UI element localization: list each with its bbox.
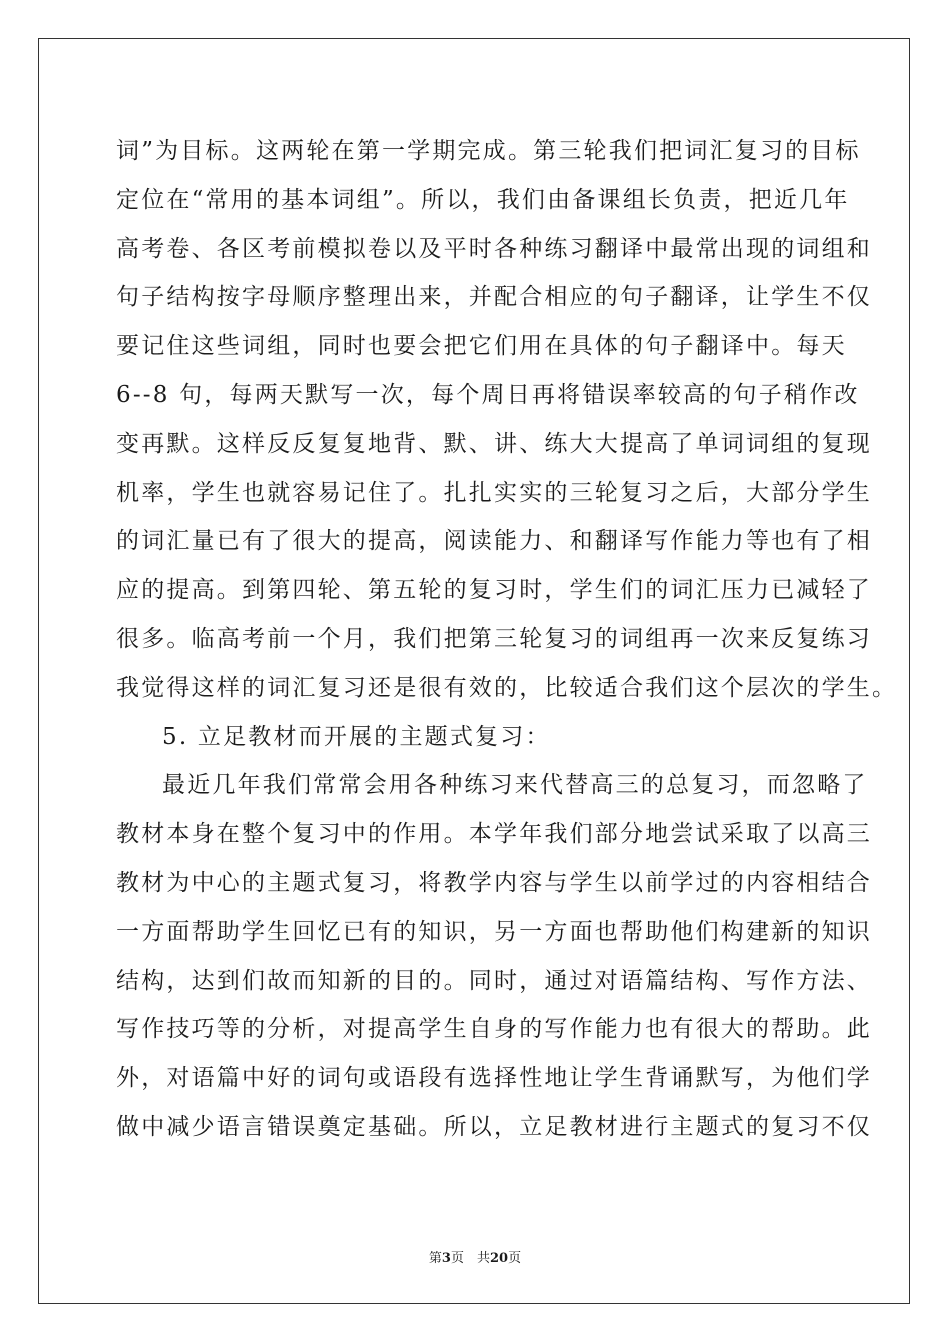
text-line: 变再默。这样反反复复地背、默、讲、练大大提高了单词词组的复现 [116,430,872,457]
text-line: 我觉得这样的词汇复习还是很有效的，比较适合我们这个层次的学生。 [116,674,898,701]
page-footer [0,1247,950,1266]
text-line: 机率，学生也就容易记住了。扎扎实实的三轮复习之后，大部分学生 [116,479,872,506]
footer-middle: 页 共 [450,1251,490,1266]
text-line: 外，对语篇中好的词句或语段有选择性地让学生背诵默写，为他们学 [116,1065,872,1092]
text-line: 教材本身在整个复习中的作用。本学年我们部分地尝试采取了以高三 [116,821,872,848]
text-line: 高考卷、各区考前模拟卷以及平时各种练习翻译中最常出现的词组和 [116,235,872,262]
text-line: 词”为目标。这两轮在第一学期完成。第三轮我们把词汇复习的目标 [116,138,861,164]
text-line: 应的提高。到第四轮、第五轮的复习时，学生们的词汇压力已减轻了 [116,577,872,604]
footer-prefix: 第 [428,1251,442,1266]
text-line: 要记住这些词组，同时也要会把它们用在具体的句子翻译中。每天 [116,333,847,360]
text-line: 定位在“常用的基本词组”。所以，我们由备课组长负责，把近几年 [116,186,850,213]
footer-total-pages: 20 [489,1251,509,1266]
text-line: 6--8 句，每两天默写一次，每个周日再将错误率较高的句子稍作改 [116,381,860,408]
text-line: 很多。临高考前一个月，我们把第三轮复习的词组再一次来反复练习 [116,625,872,652]
text-line: 5. 立足教材而开展的主题式复习： [162,723,551,750]
text-line: 写作技巧等的分析，对提高学生自身的写作能力也有很大的帮助。此 [116,1016,872,1043]
text-line: 一方面帮助学生回忆已有的知识，另一方面也帮助他们构建新的知识 [116,918,872,945]
document-body [116,127,898,1152]
text-line: 结构，达到们故而知新的目的。同时，通过对语篇结构、写作方法、 [116,967,872,994]
text-line: 的词汇量已有了很大的提高，阅读能力、和翻译写作能力等也有了相 [116,528,872,555]
text-line: 做中减少语言错误奠定基础。所以，立足教材进行主题式的复习不仅 [116,1113,872,1140]
text-line: 最近几年我们常常会用各种练习来代替高三的总复习，而忽略了 [162,772,868,799]
text-line: 教材为中心的主题式复习，将教学内容与学生以前学过的内容相结合 [116,869,872,896]
footer-page-number: 3 [441,1251,451,1266]
footer-suffix: 页 [508,1251,522,1266]
text-line: 句子结构按字母顺序整理出来，并配合相应的句子翻译，让学生不仅 [116,284,872,311]
